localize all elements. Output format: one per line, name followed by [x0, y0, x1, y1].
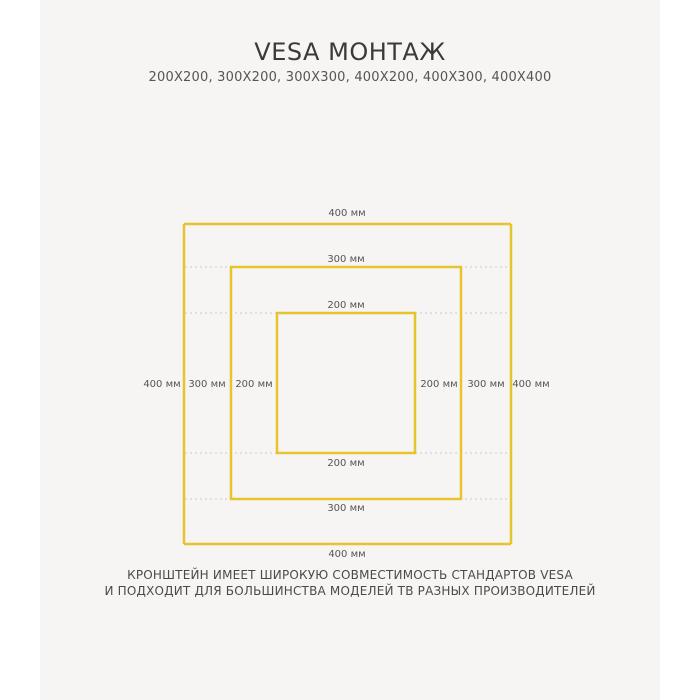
label-400-bottom: 400 мм [328, 549, 366, 560]
label-200-bottom: 200 мм [327, 458, 365, 469]
caption-line-1: КРОНШТЕЙН ИМЕЕТ ШИРОКУЮ СОВМЕСТИМОСТЬ СТАНДАРТОВ VESA [127, 568, 573, 582]
label-200-right: 200 мм [420, 379, 458, 390]
label-300-top: 300 мм [327, 254, 365, 265]
label-200-top: 200 мм [327, 300, 365, 311]
label-300-bottom: 300 мм [327, 503, 365, 514]
label-300-right: 300 мм [467, 379, 505, 390]
frame-200 [277, 313, 415, 453]
label-400-top: 400 мм [328, 208, 366, 219]
caption-line-2: И ПОДХОДИТ ДЛЯ БОЛЬШИНСТВА МОДЕЛЕЙ ТВ РАЗНЫХ ПРОИЗВОДИТЕЛЕЙ [104, 584, 596, 598]
label-400-right: 400 мм [512, 379, 550, 390]
label-300-left: 300 мм [188, 379, 226, 390]
label-200-left: 200 мм [235, 379, 273, 390]
vesa-sizes-subtitle: 200X200, 300X200, 300X300, 400X200, 400X300, 400X400 [148, 70, 552, 85]
label-400-left: 400 мм [143, 379, 181, 390]
page-title: VESA МОНТАЖ [254, 38, 446, 66]
